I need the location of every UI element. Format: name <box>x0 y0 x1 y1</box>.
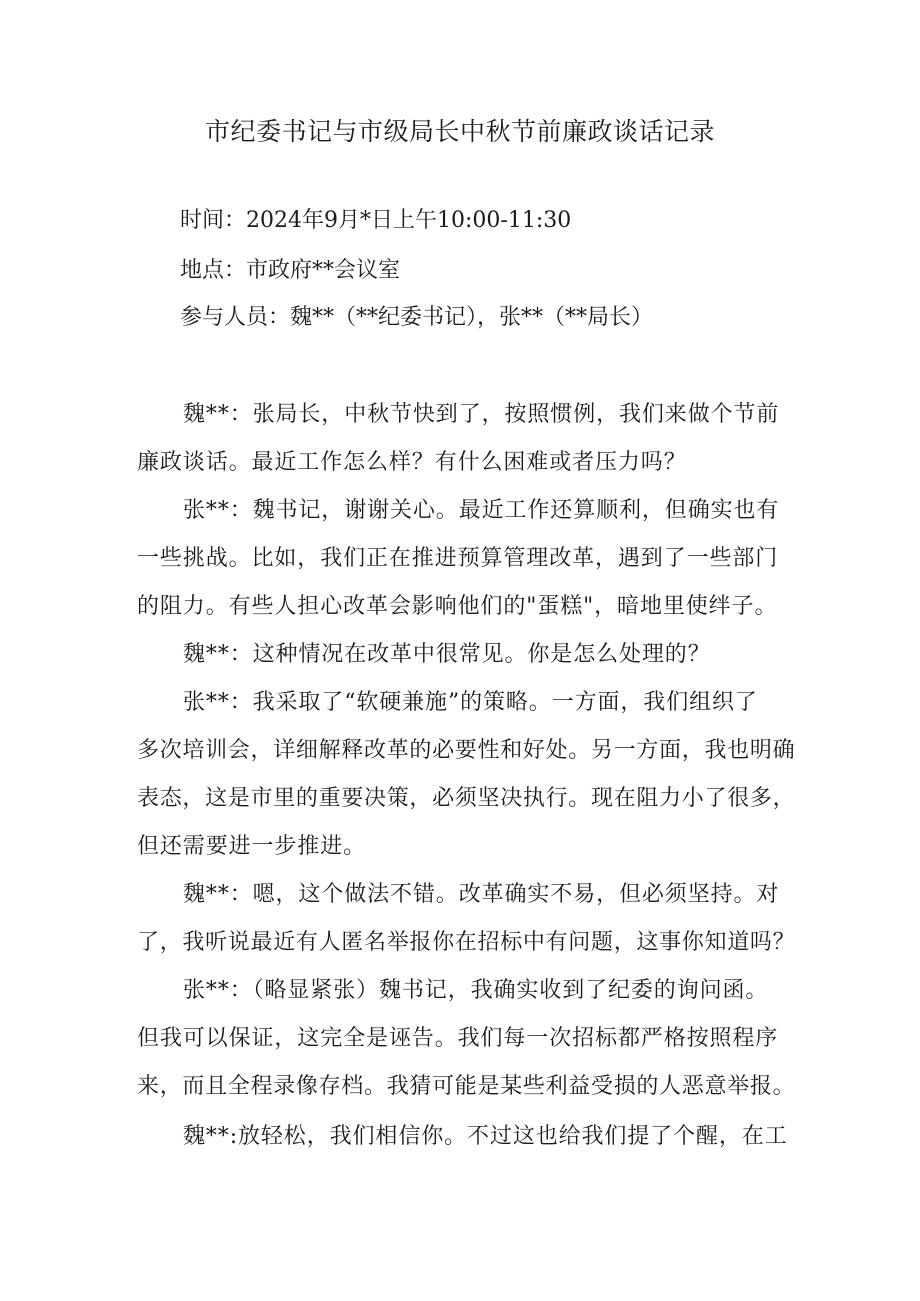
meta-place <box>180 256 400 286</box>
text-line: 张**：我采取了“软硬兼施”的策略。一方面，我们组织了 <box>183 690 758 715</box>
participants-label: 参与人员： <box>180 305 291 330</box>
meta-participants <box>180 303 653 333</box>
text-line: 表态，这是市里的重要决策，必须坚决执行。现在阻力小了很多， <box>137 786 796 811</box>
text-line: 魏**：张局长，中秋节快到了，按照惯例，我们来做个节前 <box>183 402 780 427</box>
text-line: 了，我听说最近有人匿名举报你在招标中有问题，这事你知道吗？ <box>137 930 796 955</box>
text-line: 但还需要进一步推进。 <box>137 834 367 859</box>
text-line: 张**：（略显紧张）魏书记，我确实收到了纪委的询问函。 <box>183 978 769 1003</box>
place-label: 地点： <box>180 258 247 283</box>
text-line: 魏**：这种情况在改革中很常见。你是怎么处理的？ <box>183 642 711 667</box>
place-value: 市政府**会议室 <box>246 258 401 283</box>
time-label: 时间： <box>180 208 247 233</box>
participants-value: 魏**（**纪委书记），张**（**局长） <box>290 305 654 330</box>
time-value: 2024年9月*日上午10:00-11:30 <box>246 208 572 233</box>
document-title: 市纪委书记与市级局长中秋节前廉政谈话记录 <box>204 117 715 146</box>
text-line: 魏**:放轻松，我们相信你。不过这也给我们提了个醒，在工 <box>183 1124 788 1149</box>
text-line: 魏**：嗯，这个做法不错。改革确实不易，但必须坚持。对 <box>183 882 780 907</box>
text-line: 但我可以保证，这完全是诬告。我们每一次招标都严格按照程序 <box>137 1026 779 1051</box>
text-line: 来，而且全程录像存档。我猜可能是某些利益受损的人恶意举报。 <box>137 1074 796 1099</box>
text-line: 廉政谈话。最近工作怎么样？有什么困难或者压力吗？ <box>137 450 687 475</box>
text-line: 张**：魏书记，谢谢关心。最近工作还算顺利，但确实也有 <box>183 498 780 523</box>
text-line: 的阻力。有些人担心改革会影响他们的"蛋糕"，暗地里使绊子。 <box>137 594 778 619</box>
text-line: 多次培训会，详细解释改革的必要性和好处。另一方面，我也明确 <box>137 738 796 763</box>
text-line: 一些挑战。比如，我们正在推进预算管理改革，遇到了一些部门 <box>137 546 779 571</box>
meta-time <box>180 206 571 236</box>
